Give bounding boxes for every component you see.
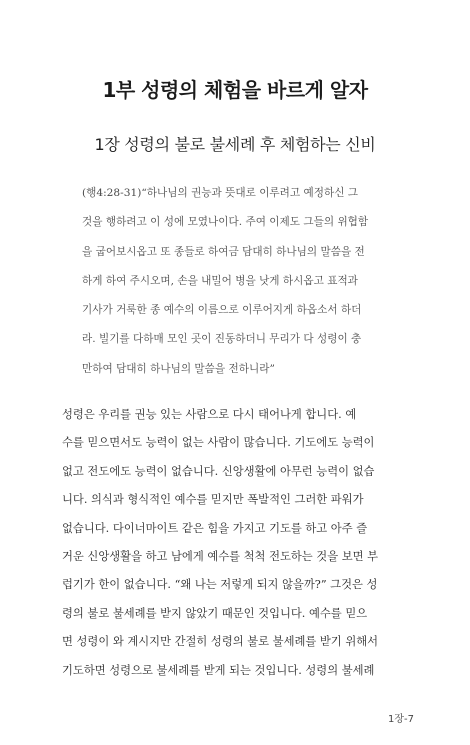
scripture-quote — [82, 184, 392, 389]
chapter-title: 1장 성령의 불로 불세례 후 체험하는 신비 — [94, 135, 376, 154]
quote-line: 것을 행하려고 이 성에 모였나이다. 주여 이제도 그들의 위협함 — [82, 216, 369, 229]
body-line: 거운 신앙생활을 하고 남에게 예수를 척척 전도하는 것을 보면 부 — [62, 549, 379, 563]
quote-line: 만하여 담대히 하나님의 말씀을 전하니라” — [82, 362, 275, 375]
quote-line: 을 굽어보시옵고 또 종들로 하여금 담대히 하나님의 말씀을 전 — [82, 245, 365, 258]
quote-line: 라. 빌기를 다하매 모인 곳이 진동하더니 무리가 다 성령이 충 — [82, 333, 362, 346]
body-line: 없습니다. 다이너마이트 같은 힘을 가지고 기도를 하고 아주 즐 — [62, 521, 368, 535]
body-line: 령의 불로 불세례를 받지 않았기 때문인 것입니다. 예수를 믿으 — [62, 606, 368, 620]
body-line: 없고 전도에도 능력이 없습니다. 신앙생활에 아무런 능력이 없습 — [62, 464, 375, 478]
body-line: 면 성령이 와 계시지만 간절히 성령의 불로 불세례를 받기 위해서 — [62, 635, 379, 649]
page-number: 1장-7 — [388, 714, 414, 725]
quote-line: 기사가 거룩한 종 예수의 이름으로 이루어지게 하옵소서 하더 — [82, 304, 362, 317]
body-line: 기도하면 성령으로 불세례를 받게 되는 것입니다. 성령의 불세례 — [62, 663, 375, 677]
quote-line: (행4:28-31)“하나님의 권능과 뜻대로 이루려고 예정하신 그 — [82, 187, 359, 199]
quote-line: 하게 하여 주시오며, 손을 내밀어 병을 낫게 하시옵고 표적과 — [82, 274, 358, 287]
body-line: 수를 믿으면서도 능력이 없는 사람이 많습니다. 기도에도 능력이 — [62, 436, 375, 450]
body-paragraph — [62, 406, 414, 690]
body-line: 성령은 우리를 권능 있는 사람으로 다시 태어나게 합니다. 예 — [62, 408, 357, 421]
body-line: 럽기가 한이 없습니다. “왜 나는 저렇게 되지 않을까?” 그것은 성 — [62, 578, 378, 592]
body-line: 니다. 의식과 형식적인 예수를 믿지만 폭발적인 그러한 파워가 — [62, 493, 364, 507]
part-title: 1부 성령의 체험을 바르게 알자 — [102, 78, 368, 102]
